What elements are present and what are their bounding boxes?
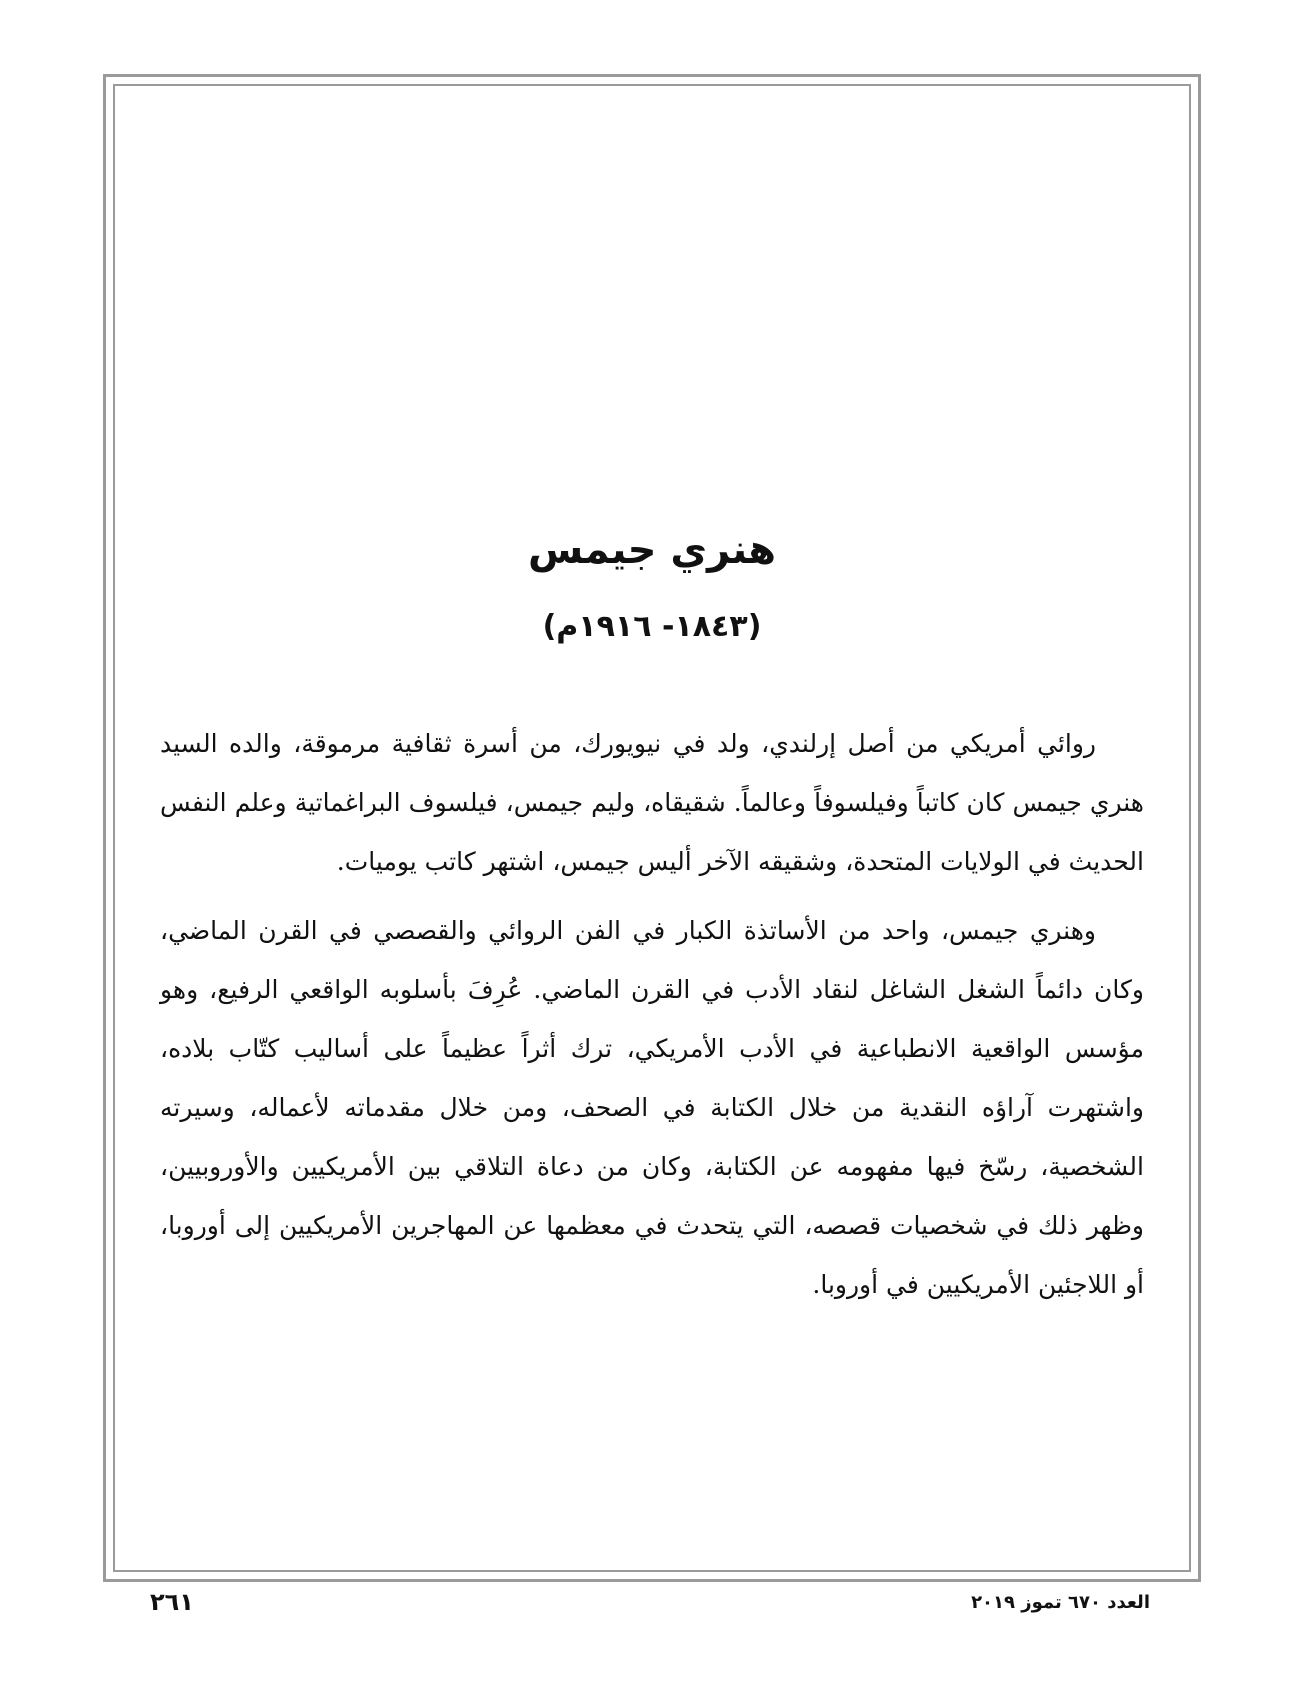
paragraph-1: روائي أمريكي من أصل إرلندي، ولد في نيويورك، من أسرة ثقافية مرموقة، والده السيد هنري جيمس كان كاتباً وفيلسوفاً وعالماً. شقيقاه، وليم جيمس، فيلسوف البراغماتية وعلم النفس الحديث في الولايات المتحدة، وشقيقه الآخر أليس جيمس، اشتهر كاتب يوميات. [160, 729, 1144, 876]
article-dates: (١٨٤٣- ١٩١٦م) [542, 609, 762, 644]
issue-info: العدد ٦٧٠ تموز ٢٠١٩ [971, 1592, 1150, 1613]
page-number: ٢٦١ [150, 1588, 194, 1616]
paragraph-2: وهنري جيمس، واحد من الأساتذة الكبار في الفن الروائي والقصصي في القرن الماضي، وكان دائماً الشغل الشاغل لنقاد الأدب في القرن الماضي. عُرِفَ بأسلوبه الواقعي الرفيع، وهو مؤسس الواقعية الانطباعية في الأدب الأمريكي، ترك أثراً عظيماً على أساليب كتّاب بلاده، واشتهرت آراؤه النقدية من خلال الكتابة في الصحف، ومن خلال مقدماته لأعماله، وسيرته الشخصية، رسّخ فيها مفهومه عن الكتابة، وكان من دعاة التلاقي بين الأمريكيين والأوروبيين، وظهر ذلك في شخصيات قصصه، التي يتحدث في معظمها عن المهاجرين الأمريكيين إلى أوروبا، أو اللاجئين الأمريكيين في أوروبا. [160, 916, 1144, 1299]
article [160, 520, 1144, 1314]
article-title: هنري جيمس [527, 527, 777, 573]
page-footer [150, 1588, 1150, 1628]
